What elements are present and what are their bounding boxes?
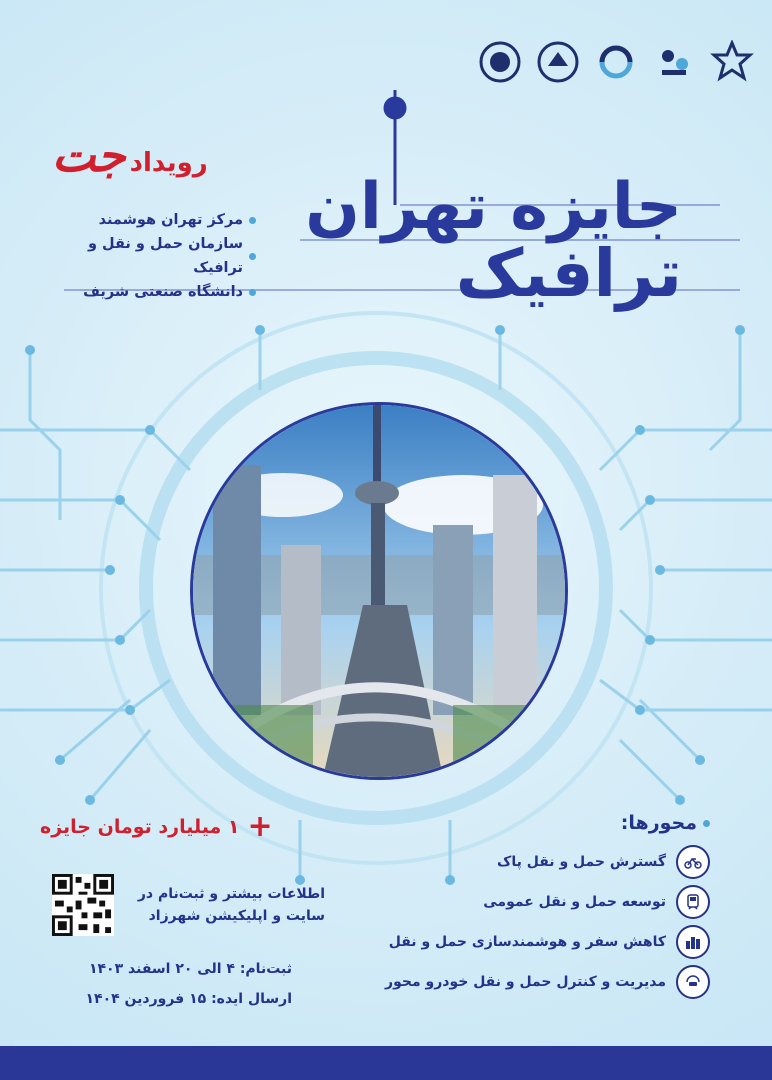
submission-date: ارسال ایده: ۱۵ فروردین ۱۴۰۴ [85,991,292,1007]
organizer-item: دانشگاه صنعتی شریف [66,280,256,304]
info-text: اطلاعات بیشتر و ثبت‌نام در سایت و اپلیکیشن شهرزاد [137,886,325,924]
qr-code[interactable] [52,874,114,936]
registration-date: ثبت‌نام: ۴ الی ۲۰ اسفند ۱۴۰۳ [88,961,292,977]
bullet-icon [249,253,256,260]
bullet-icon [249,217,256,224]
event-brand: جت [52,128,126,182]
car-cycle-icon [676,965,710,999]
registration-info [52,874,325,936]
axis-item: مدیریت و کنترل حمل و نقل خودرو محور [360,966,710,998]
axes-title: محورها: [360,812,710,834]
bicycle-icon [676,845,710,879]
smart-city-icon [676,925,710,959]
train-icon [676,885,710,919]
axis-item: کاهش سفر و هوشمندسازی حمل و نقل [360,926,710,958]
plus-icon: + [247,809,273,844]
smart-tehran-logo [652,40,696,84]
university-logo-1 [536,40,580,84]
dates [52,954,292,1014]
event-prefix: رویداد [129,148,208,178]
partner-logos [478,40,754,84]
organizer-item: سازمان حمل و نقل و ترافیک [66,232,256,280]
footer-bar [0,1046,772,1080]
organizer-list [66,208,256,304]
organizer-item: مرکز تهران هوشمند [66,208,256,232]
axis-item: گسترش حمل و نقل پاک [360,846,710,878]
axes-list [360,812,710,1006]
tehran-municipality-logo [710,40,754,84]
title-line-1: جایزه تهران [305,170,682,244]
city-illustration [190,402,568,780]
bullet-icon [703,820,710,827]
title-line-2: ترافیک [455,235,682,312]
event-label [52,128,208,182]
transport-org-logo [594,40,638,84]
sharif-university-logo [478,40,522,84]
axis-item: توسعه حمل و نقل عمومی [360,886,710,918]
prize-banner [40,809,273,844]
prize-text: ۱ میلیارد تومان جایزه [40,816,240,838]
bullet-icon [249,289,256,296]
main-title [305,170,682,312]
